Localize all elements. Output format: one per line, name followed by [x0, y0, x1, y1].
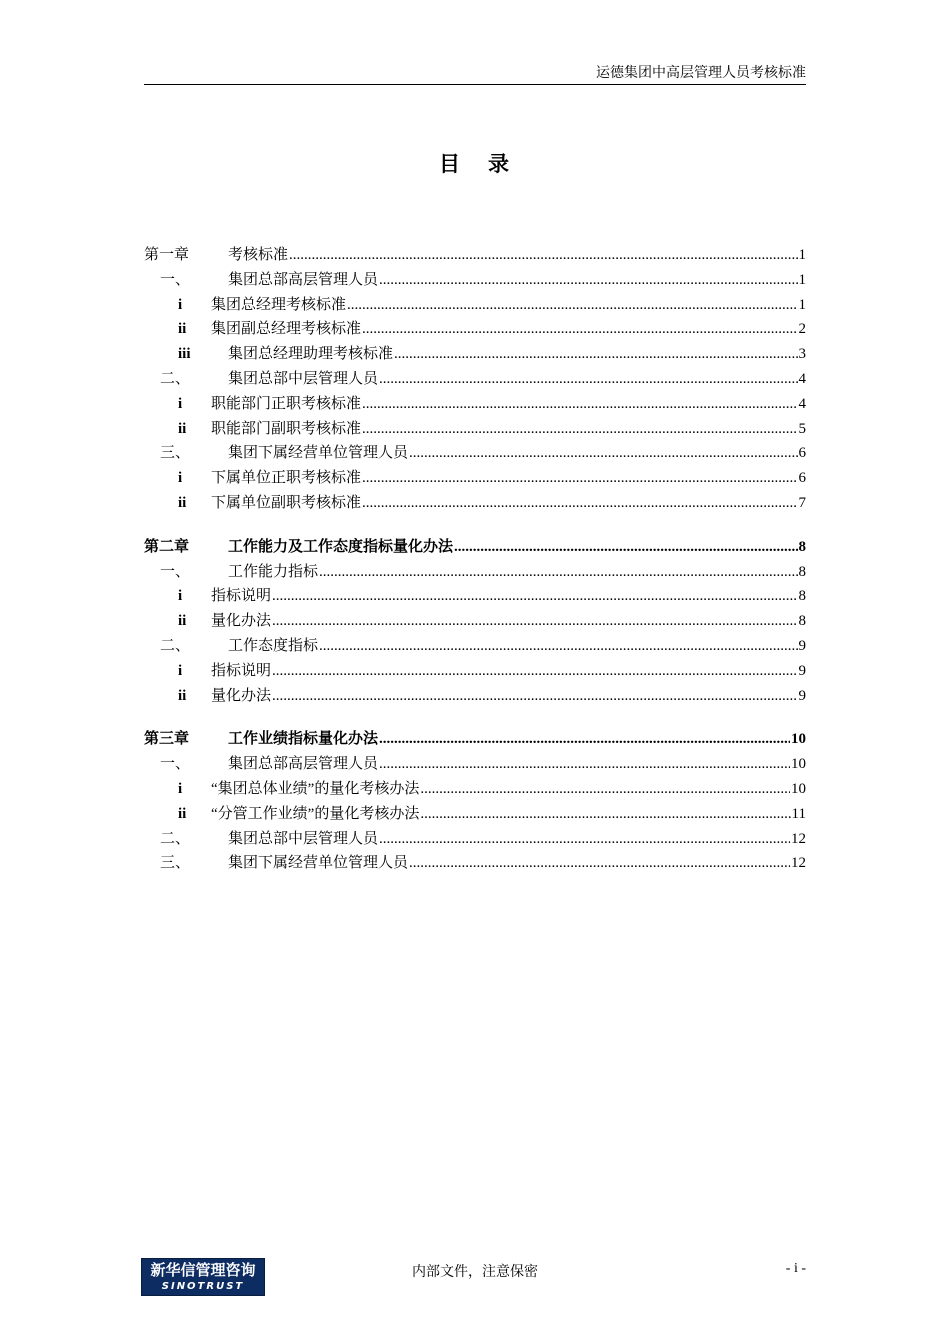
- toc-entry-body: [228, 243, 806, 268]
- toc-dot-leader: [379, 827, 790, 852]
- toc-entry[interactable]: [144, 802, 806, 827]
- toc-entry-number: 一、: [160, 271, 191, 288]
- toc-entry[interactable]: [144, 777, 806, 802]
- toc-entry-number: i: [178, 662, 183, 679]
- toc-entry-number: 第一章: [144, 247, 190, 263]
- toc-dot-leader: [379, 752, 790, 777]
- toc-entry-body: [211, 659, 806, 684]
- toc-dot-leader: [289, 243, 797, 268]
- toc-entry-number: 一、: [160, 756, 191, 773]
- toc-dot-leader: [362, 417, 797, 442]
- toc-title-part2: 录: [488, 152, 511, 176]
- toc-entry-text: 职能部门正职考核标准: [211, 395, 362, 412]
- toc-entry-text: 集团总部高层管理人员: [228, 756, 379, 773]
- toc-entry[interactable]: [144, 609, 806, 634]
- toc-entry[interactable]: [144, 367, 806, 392]
- toc-entry-number: i: [178, 588, 183, 605]
- toc-entry-number: 二、: [160, 637, 191, 654]
- toc-entry-number: i: [178, 780, 183, 797]
- toc-entry-text: 指标说明: [211, 662, 272, 679]
- toc-entry-text: 工作业绩指标量化办法: [228, 731, 379, 748]
- toc-entry[interactable]: [144, 491, 806, 516]
- toc-entry-number: ii: [178, 321, 187, 338]
- toc-entry[interactable]: [144, 342, 806, 367]
- toc-entry-page: 4: [798, 395, 806, 412]
- toc-entry-page: 9: [798, 662, 806, 679]
- toc-dot-leader: [420, 802, 790, 827]
- toc-dot-leader: [272, 684, 797, 709]
- toc-entry-body: [211, 491, 806, 516]
- toc-entry-text: 集团下属经营单位管理人员: [228, 855, 409, 872]
- toc-entry-body: [228, 342, 806, 367]
- toc-entry-page: 6: [798, 470, 806, 487]
- toc-entry[interactable]: [144, 634, 806, 659]
- toc-entry-body: [211, 466, 806, 491]
- toc-entry-body: [228, 367, 806, 392]
- toc-dot-leader: [379, 367, 797, 392]
- toc-entry-text: 工作态度指标: [228, 637, 319, 654]
- toc-entry-text: 考核标准: [228, 247, 289, 263]
- toc-title: [0, 148, 950, 178]
- toc-entry-page: 8: [798, 613, 806, 630]
- toc-dot-leader: [272, 584, 797, 609]
- toc-entry-body: [211, 684, 806, 709]
- toc-entry-body: [211, 609, 806, 634]
- toc-entry[interactable]: [144, 441, 806, 466]
- toc-dot-leader: [362, 466, 797, 491]
- toc-entry-page: 12: [791, 855, 806, 872]
- footer-page-number: - i -: [785, 1261, 806, 1276]
- toc-entry-number: ii: [178, 494, 187, 511]
- toc-entry-number: 二、: [160, 830, 191, 847]
- toc-entry-text: 集团总经理助理考核标准: [228, 346, 394, 363]
- toc-entry-body: [211, 777, 806, 802]
- toc-entry-text: 指标说明: [211, 588, 272, 605]
- toc-entry[interactable]: [144, 827, 806, 852]
- toc-entry-number: ii: [178, 687, 187, 704]
- toc-entry-number: ii: [178, 805, 187, 822]
- toc-entry-text: 集团总经理考核标准: [211, 296, 347, 313]
- toc-entry-page: 1: [798, 247, 806, 263]
- toc-entry-text: 量化办法: [211, 613, 272, 630]
- toc-entry-number: i: [178, 470, 183, 487]
- toc-entry[interactable]: [144, 466, 806, 491]
- toc-entry-body: [228, 827, 806, 852]
- toc-entry-text: “集团总体业绩”的量化考核办法: [211, 780, 420, 797]
- toc-dot-leader: [379, 727, 790, 752]
- toc-entry-page: 5: [798, 420, 806, 437]
- toc-entry[interactable]: [144, 727, 806, 752]
- toc-entry-page: 8: [798, 563, 806, 580]
- toc-entry-page: 1: [798, 271, 806, 288]
- toc-entry-page: 2: [798, 321, 806, 338]
- toc-entry-number: 二、: [160, 370, 191, 387]
- toc-entry[interactable]: [144, 243, 806, 268]
- toc-entry[interactable]: [144, 417, 806, 442]
- footer-confidential: 内部文件，注意保密: [412, 1265, 538, 1280]
- toc-entry-body: [211, 293, 806, 318]
- toc-entry-text: 量化办法: [211, 687, 272, 704]
- toc-entry[interactable]: [144, 684, 806, 709]
- toc-entry-number: 三、: [160, 445, 191, 462]
- toc-entry-body: [228, 851, 806, 876]
- toc-dot-leader: [272, 609, 797, 634]
- toc-entry-page: 1: [798, 296, 806, 313]
- toc-entry-body: [228, 268, 806, 293]
- toc-entry-text: 集团总部中层管理人员: [228, 830, 379, 847]
- toc-entry-number: ii: [178, 420, 187, 437]
- toc-entry-page: 3: [798, 346, 806, 363]
- toc-dot-leader: [409, 441, 797, 466]
- toc-entry-page: 10: [791, 731, 806, 748]
- toc-title-part1: 目: [439, 152, 462, 176]
- toc-dot-leader: [409, 851, 790, 876]
- page-header: [144, 66, 806, 85]
- toc-entry-body: [228, 634, 806, 659]
- toc-entry[interactable]: [144, 317, 806, 342]
- toc-dot-leader: [362, 392, 797, 417]
- toc-entry-page: 8: [798, 538, 806, 555]
- toc-entry[interactable]: [144, 659, 806, 684]
- toc-entry-text: 工作能力及工作态度指标量化办法: [228, 538, 454, 555]
- toc-entry-body: [211, 317, 806, 342]
- toc-entry-number: i: [178, 395, 183, 412]
- toc-entry-number: 第二章: [144, 538, 190, 555]
- toc-dot-leader: [454, 535, 797, 560]
- toc-entry-number: 三、: [160, 855, 191, 872]
- toc-entry-number: i: [178, 296, 183, 313]
- toc-entry-body: [228, 560, 806, 585]
- toc-dot-leader: [394, 342, 797, 367]
- toc-entry-page: 6: [798, 445, 806, 462]
- toc-entry-text: 集团总部中层管理人员: [228, 370, 379, 387]
- toc-entry-page: 7: [798, 494, 806, 511]
- toc-dot-leader: [362, 317, 797, 342]
- toc-entry-page: 11: [791, 805, 806, 822]
- toc-entry-body: [228, 752, 806, 777]
- toc-entry-body: [211, 417, 806, 442]
- toc-entry-body: [211, 392, 806, 417]
- toc-entry-text: 工作能力指标: [228, 563, 319, 580]
- toc-entry-page: 8: [798, 588, 806, 605]
- table-of-contents: [144, 243, 806, 876]
- toc-dot-leader: [319, 634, 797, 659]
- toc-entry[interactable]: [144, 293, 806, 318]
- toc-entry-page: 10: [791, 756, 806, 773]
- logo-cn-text: 新华信管理咨询: [150, 1261, 256, 1279]
- logo-en-text: SINOTRUST: [161, 1281, 245, 1292]
- toc-entry-text: “分管工作业绩”的量化考核办法: [211, 805, 420, 822]
- toc-entry[interactable]: [144, 560, 806, 585]
- toc-entry[interactable]: [144, 535, 806, 560]
- toc-entry-page: 9: [798, 637, 806, 654]
- toc-dot-leader: [272, 659, 797, 684]
- toc-entry-text: 职能部门副职考核标准: [211, 420, 362, 437]
- toc-dot-leader: [379, 268, 797, 293]
- toc-entry-number: iii: [178, 346, 191, 363]
- toc-dot-leader: [420, 777, 790, 802]
- toc-entry-body: [228, 441, 806, 466]
- toc-entry-page: 9: [798, 687, 806, 704]
- toc-entry-number: ii: [178, 613, 187, 630]
- toc-entry[interactable]: [144, 268, 806, 293]
- toc-entry-text: 集团副总经理考核标准: [211, 321, 362, 338]
- toc-entry-body: [211, 802, 806, 827]
- toc-entry-page: 12: [791, 830, 806, 847]
- toc-entry-text: 集团下属经营单位管理人员: [228, 445, 409, 462]
- toc-entry[interactable]: [144, 392, 806, 417]
- toc-dot-leader: [347, 293, 797, 318]
- toc-entry-body: [228, 535, 806, 560]
- toc-entry-text: 集团总部高层管理人员: [228, 271, 379, 288]
- header-title: 运德集团中高层管理人员考核标准: [596, 66, 806, 81]
- toc-entry[interactable]: [144, 584, 806, 609]
- toc-dot-leader: [362, 491, 797, 516]
- toc-entry[interactable]: [144, 752, 806, 777]
- toc-entry-page: 4: [798, 370, 806, 387]
- toc-entry-text: 下属单位正职考核标准: [211, 470, 362, 487]
- toc-entry-page: 10: [791, 780, 806, 797]
- toc-entry-text: 下属单位副职考核标准: [211, 494, 362, 511]
- toc-entry-body: [228, 727, 806, 752]
- toc-dot-leader: [319, 560, 797, 585]
- toc-entry-number: 一、: [160, 563, 191, 580]
- toc-entry-body: [211, 584, 806, 609]
- toc-entry[interactable]: [144, 851, 806, 876]
- toc-entry-number: 第三章: [144, 731, 190, 748]
